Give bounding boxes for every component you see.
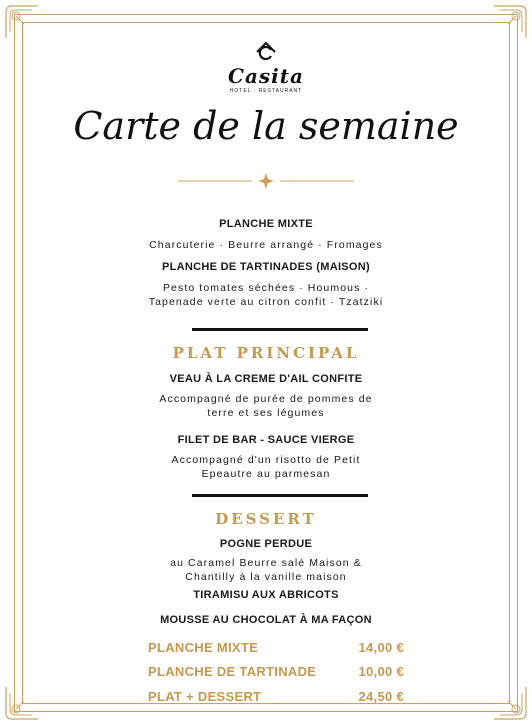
dish-name: PLANCHE DE TARTINADES (MAISON) — [161, 261, 370, 273]
price-label: PLANCHE MIXTE — [148, 640, 259, 655]
dish-description: au Caramel Beurre salé Maison & — [170, 557, 362, 569]
dish-description: Charcuterie · Beurre arrangé · Fromages — [149, 239, 383, 251]
house-logo-icon — [251, 38, 281, 66]
price-label: PLAT + DESSERT — [148, 689, 262, 704]
section-separator — [192, 494, 368, 497]
corner-ornament-icon — [490, 683, 530, 723]
dish-name: POGNE PERDUE — [219, 538, 313, 550]
dish-description: Accompagné d'un risotto de Petit — [171, 454, 361, 466]
price-row — [148, 664, 404, 679]
dish-description: Tapenade verte au citron confit · Tzatziki — [148, 296, 384, 308]
logo-subtitle: HOTEL · RESTAURANT — [229, 88, 303, 94]
star-divider-icon — [178, 172, 354, 190]
corner-ornament-icon — [490, 2, 530, 42]
price-value: 14,00 € — [358, 640, 404, 655]
dish-name: VEAU À LA CREME D'AIL CONFITE — [169, 373, 363, 385]
page-title: Carte de la semaine — [73, 104, 459, 148]
corner-ornament-icon — [2, 2, 42, 42]
restaurant-logo — [0, 38, 532, 94]
dish-description: terre et ses légumes — [207, 407, 325, 419]
dish-description: Pesto tomates séchées · Houmous · — [162, 282, 370, 294]
price-row — [148, 689, 404, 704]
dish-description: Epeautre au parmesan — [201, 468, 331, 480]
dish-name: PLANCHE MIXTE — [219, 218, 313, 230]
dish-description: Chantilly à la vanille maison — [185, 571, 347, 583]
corner-ornament-icon — [2, 683, 42, 723]
dish-name: TIRAMISU AUX ABRICOTS — [193, 589, 339, 601]
dish-name: MOUSSE AU CHOCOLAT À MA FAÇON — [160, 614, 372, 626]
section-heading-dessert: DESSERT — [215, 510, 317, 528]
logo-wordmark: Casita — [228, 64, 304, 88]
price-row — [148, 640, 404, 655]
price-label: PLANCHE DE TARTINADE — [148, 664, 317, 679]
price-value: 10,00 € — [358, 664, 404, 679]
price-value: 24,50 € — [358, 689, 404, 704]
dish-name: FILET DE BAR - SAUCE VIERGE — [177, 434, 355, 446]
section-separator — [192, 328, 368, 331]
section-heading-main: PLAT PRINCIPAL — [172, 344, 360, 362]
dish-description: Accompagné de purée de pommes de — [159, 393, 373, 405]
